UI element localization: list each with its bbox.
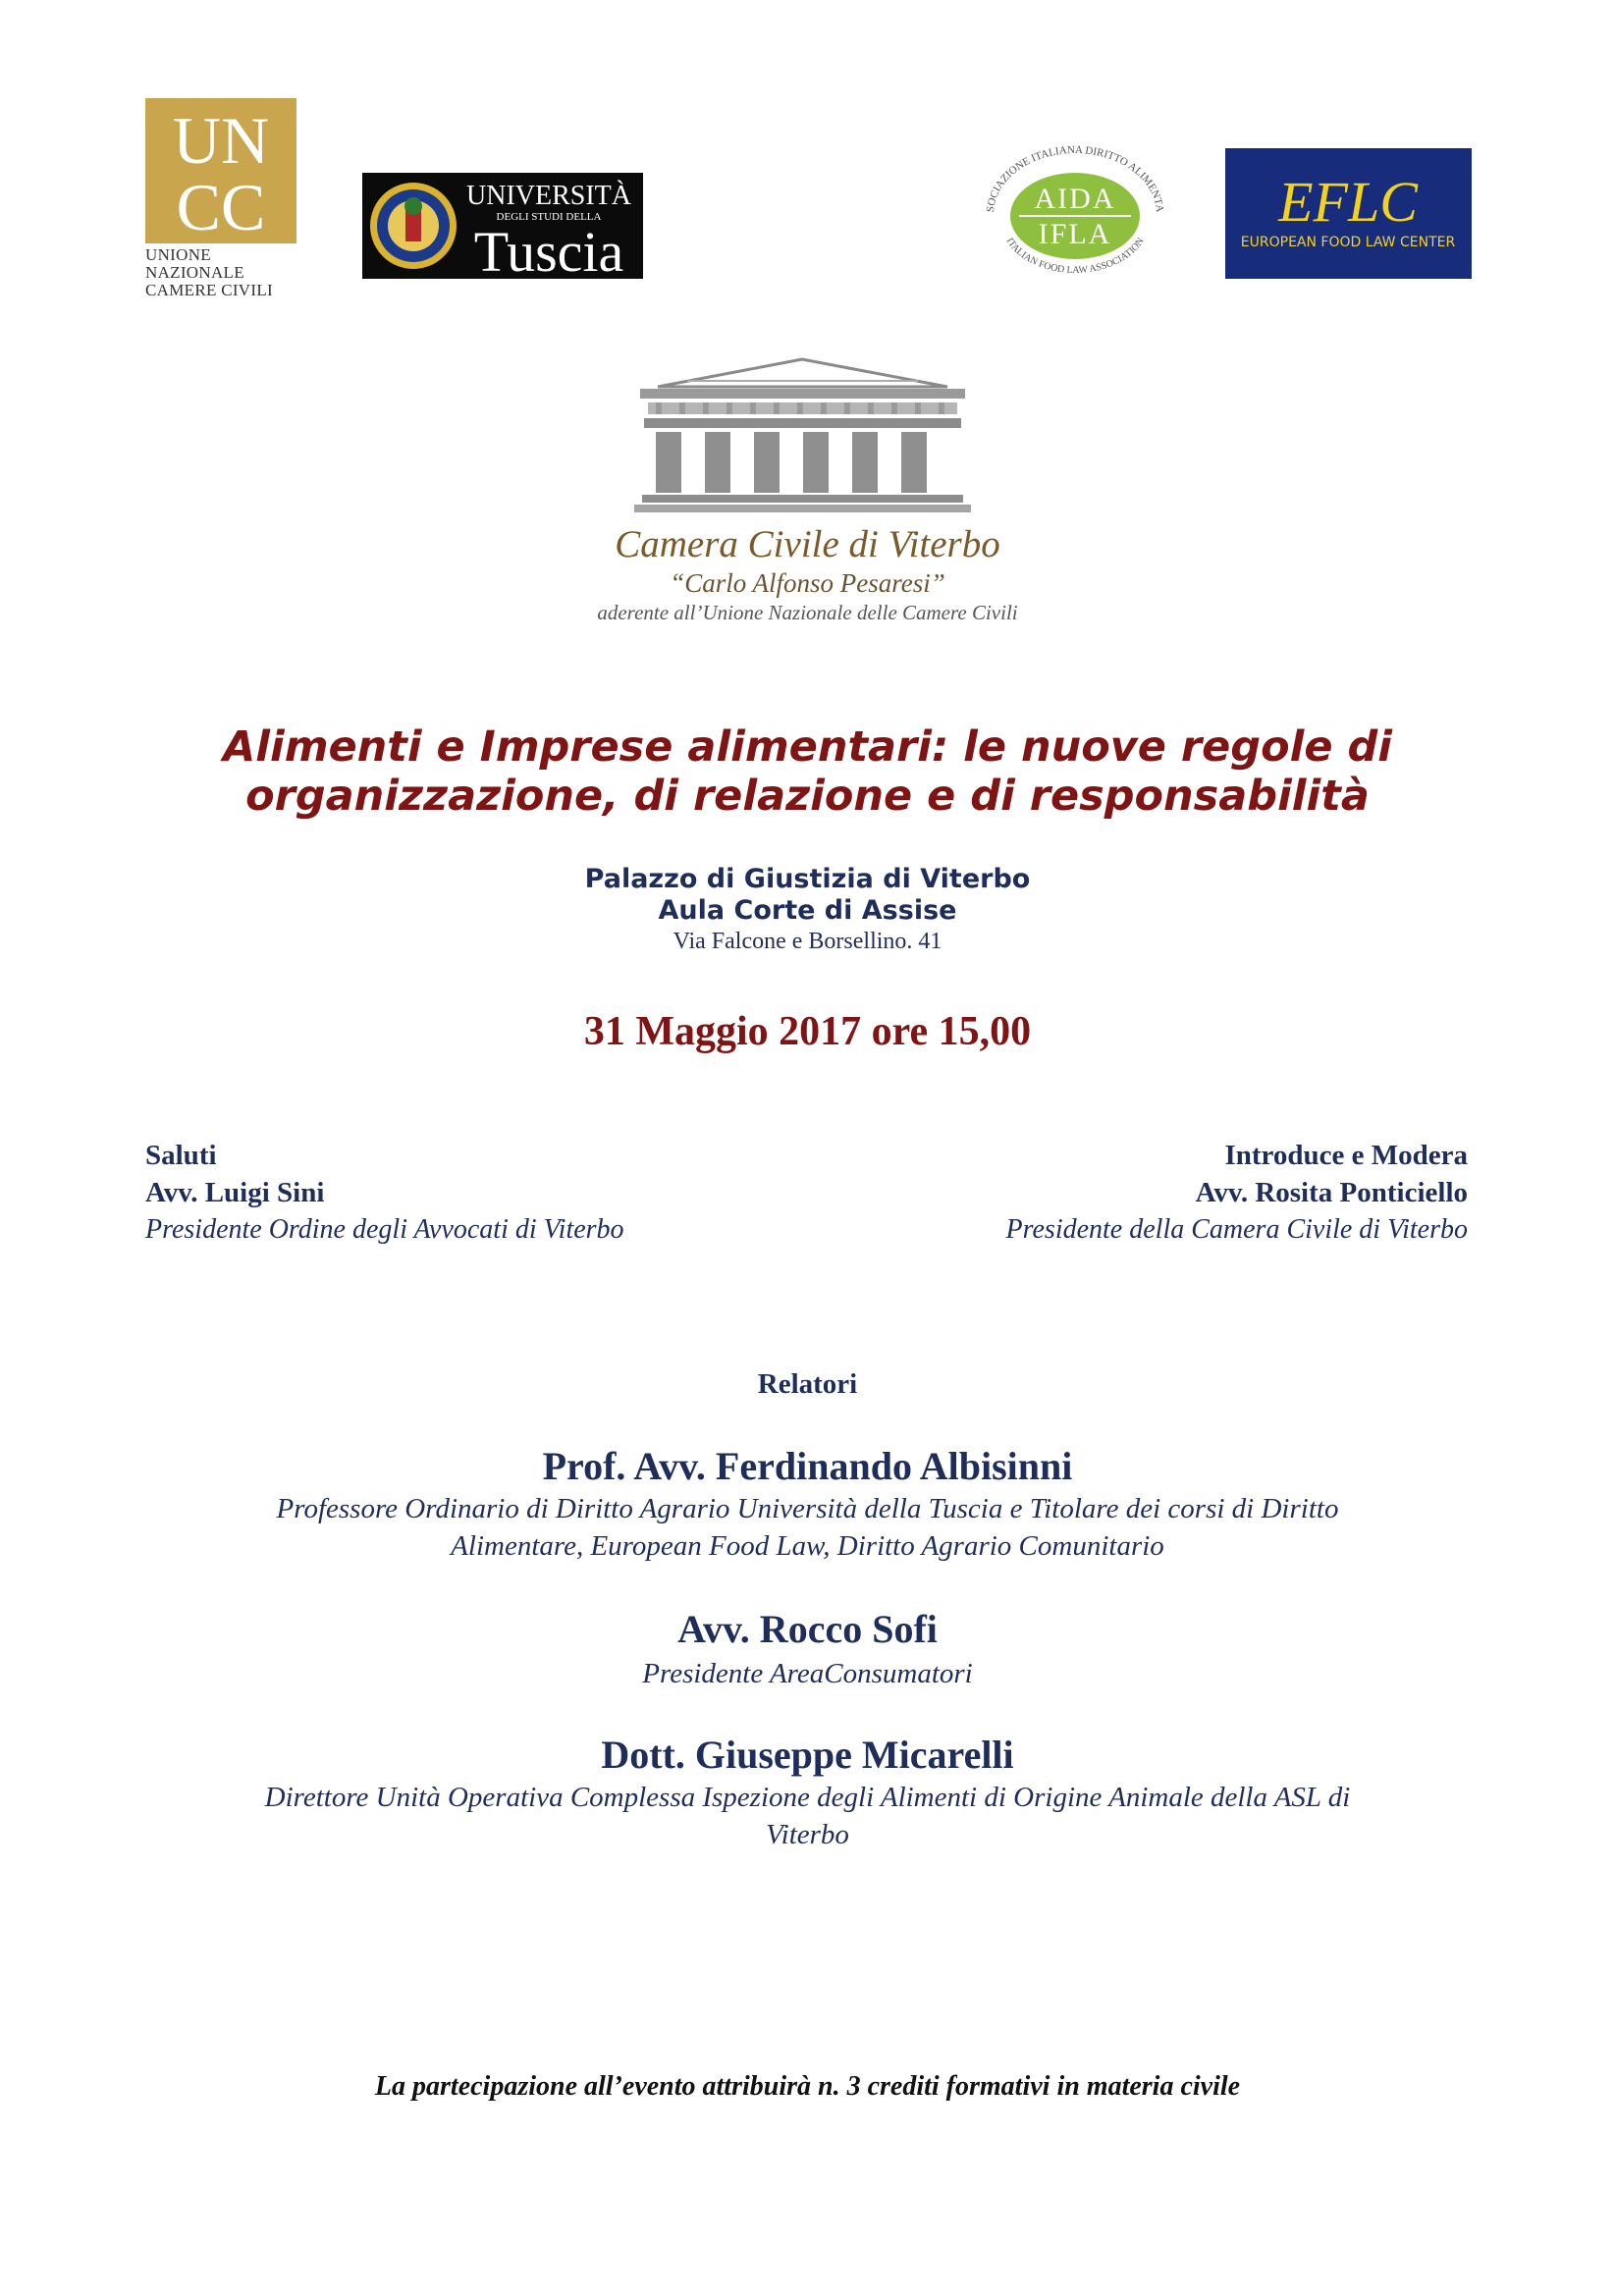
speaker-role [98, 1779, 1517, 1853]
credits-note: La partecipazione all’evento attribuirà n. 3 crediti formativi in materia civile [374, 2071, 1241, 2102]
svg-text:DEGLI STUDI DELLA: DEGLI STUDI DELLA [496, 211, 602, 223]
camera-civile-title: Camera Civile di Viterbo [615, 523, 1000, 565]
uncc-caption [145, 246, 302, 299]
speaker-name: Prof. Avv. Ferdinando Albisinni [542, 1444, 1073, 1488]
event-date: 31 Maggio 2017 ore 15,00 [583, 1009, 1032, 1054]
svg-text:Tuscia: Tuscia [473, 220, 624, 279]
svg-text:EUROPEAN FOOD LAW CENTER: EUROPEAN FOOD LAW CENTER [1240, 235, 1456, 250]
svg-text:CC: CC [176, 170, 266, 243]
moderator-heading: Introduce e Modera [1224, 1140, 1468, 1171]
venue-address: Via Falcone e Borsellino. 41 [673, 929, 942, 954]
aida-ifla-logo [972, 137, 1178, 275]
event-title [147, 722, 1468, 821]
venue-name: Palazzo di Giustizia di Viterbo [584, 864, 1031, 894]
tuscia-seal-icon [362, 173, 643, 279]
speaker-role-line1: Presidente AreaConsumatori [642, 1658, 973, 1689]
eflc-mark-icon [1225, 148, 1472, 279]
svg-text:ITALIAN FOOD LAW ASSOCIATION: ITALIAN FOOD LAW ASSOCIATION [1003, 236, 1147, 275]
moderator-block [874, 1137, 1468, 1249]
speaker-role-line2: Viterbo [766, 1819, 849, 1850]
uncc-caption-line1: UNIONE NAZIONALE [145, 245, 244, 282]
speaker-role-line2: Alimentare, European Food Law, Diritto Agrario Comunitario [451, 1530, 1164, 1562]
greetings-block [145, 1137, 754, 1249]
aida-ifla-mark-icon [972, 137, 1178, 275]
event-title-line2: organizzazione, di relazione e di responsabilità [245, 772, 1370, 821]
speaker-role [98, 1655, 1517, 1692]
svg-text:AIDA: AIDA [1034, 183, 1116, 215]
speaker-role-line1: Professore Ordinario di Diritto Agrario Università della Tuscia e Titolare dei corsi di Diritto [276, 1493, 1339, 1524]
speaker-name: Dott. Giuseppe Micarelli [601, 1733, 1014, 1777]
uncc-logo [145, 98, 296, 243]
camera-civile-membership: aderente all’Unione Nazionale delle Camere Civili [597, 601, 1018, 624]
speakers-heading: Relatori [757, 1368, 858, 1400]
uncc-caption-line2: CAMERE CIVILI [145, 281, 273, 299]
venue-room: Aula Corte di Assise [658, 895, 957, 926]
greetings-role: Presidente Ordine degli Avvocati di Viterbo [145, 1214, 624, 1245]
eflc-logo [1225, 148, 1472, 279]
svg-text:IFLA: IFLA [1038, 218, 1112, 250]
speaker-role-line1: Direttore Unità Operativa Complessa Ispezione degli Alimenti di Origine Animale della ASL di [264, 1782, 1351, 1813]
svg-text:UNIVERSITÀ: UNIVERSITÀ [466, 181, 631, 211]
tuscia-logo [362, 173, 643, 279]
speaker-name: Avv. Rocco Sofi [677, 1607, 938, 1651]
temple-logo [628, 353, 977, 520]
event-title-line1: Alimenti e Imprese alimentari: le nuove regole di [222, 722, 1393, 772]
greetings-name: Avv. Luigi Sini [145, 1177, 325, 1208]
svg-text:ASSOCIAZIONE ITALIANA DIRITTO: SOCIAZIONE ITALIANA DIRITTO ALIMENTA [984, 143, 1166, 213]
moderator-role: Presidente della Camera Civile di Viterbo [1005, 1214, 1468, 1245]
temple-icon [628, 353, 977, 520]
camera-civile-subtitle: “Carlo Alfonso Pesaresi” [670, 568, 945, 598]
svg-text:UN: UN [172, 103, 270, 178]
svg-text:EFLC: EFLC [1278, 170, 1418, 234]
speaker-role [98, 1490, 1517, 1565]
uncc-mark-icon [145, 98, 296, 243]
moderator-name: Avv. Rosita Ponticiello [1195, 1177, 1468, 1208]
greetings-heading: Saluti [145, 1140, 217, 1171]
